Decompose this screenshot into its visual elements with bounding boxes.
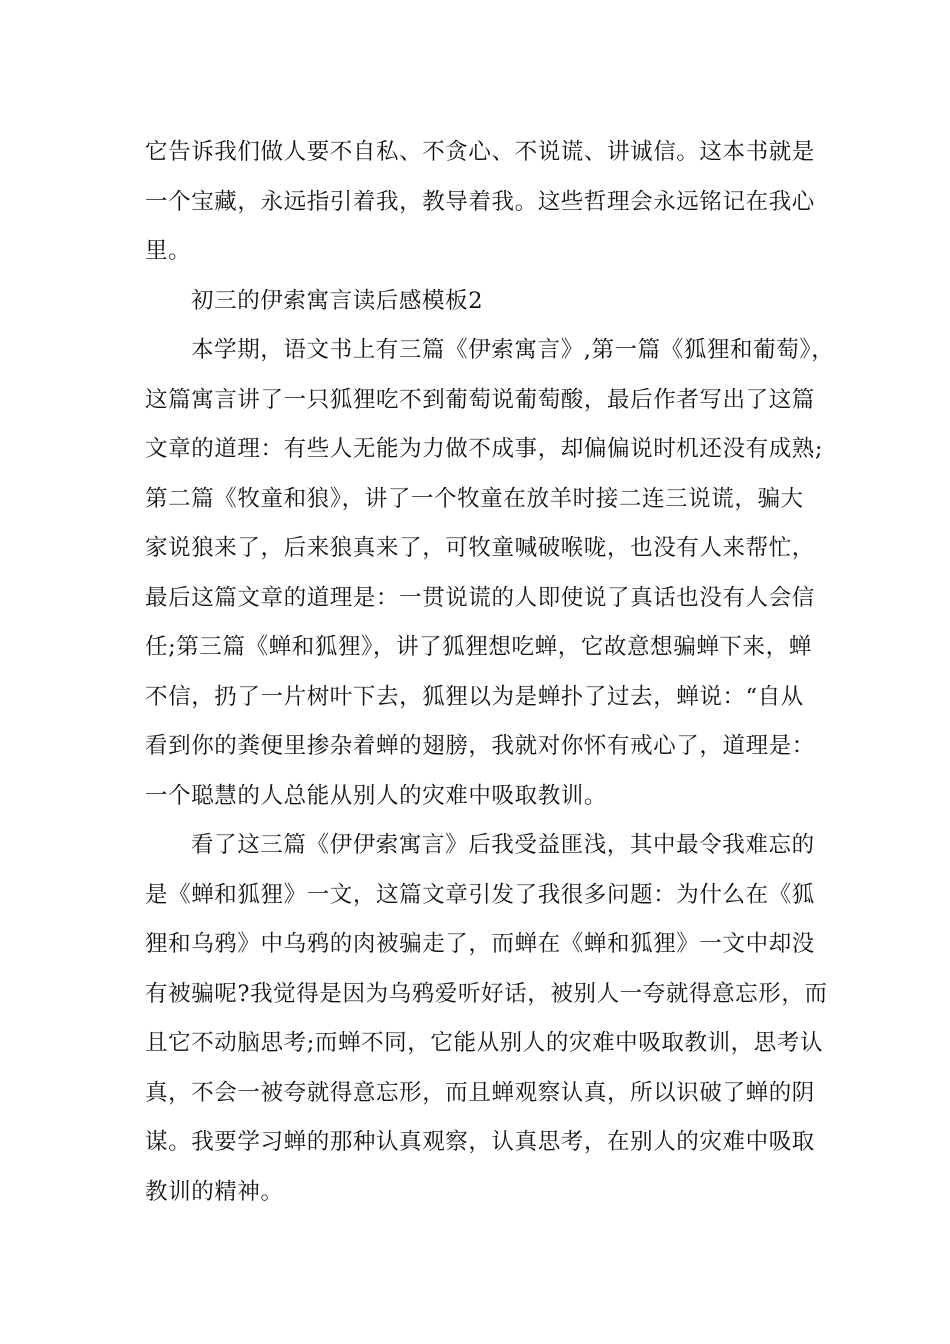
document-body [145,128,835,1217]
text-line: 一个宝藏，永远指引着我，教导着我。这些哲理会永远铭记在我心 [145,188,815,215]
text-line: 教训的精神。 [145,1178,284,1205]
text-line: 本学期，语文书上有三篇《伊索寓言》,第一篇《狐狸和葡萄》， [191,337,835,363]
text-line: 有被骗呢?我觉得是因为乌鸦爱听好话，被别人一夸就得意忘形，而 [145,980,828,1007]
text-line: 不信，扔了一片树叶下去，狐狸以为是蝉扑了过去，蝉说：“自从 [145,683,804,710]
text-line: 里。 [145,238,192,264]
text-line: 谋。我要学习蝉的那种认真观察，认真思考，在别人的灾难中吸取 [145,1129,815,1155]
text-line: 且它不动脑思考;而蝉不同，它能从别人的灾难中吸取教训，思考认 [145,1030,824,1056]
text-line: 家说狼来了，后来狼真来了，可牧童喊破喉咙，也没有人来帮忙， [145,535,815,561]
text-line: 看了这三篇《伊伊索寓言》后我受益匪浅，其中最令我难忘的 [191,832,815,858]
text-line: 最后这篇文章的道理是：一贯说谎的人即使说了真话也没有人会信 [145,584,815,611]
paragraph-2 [145,821,828,1217]
continuation-paragraph [145,128,815,277]
text-line: 第二篇《牧童和狼》，讲了一个牧童在放羊时接二连三说谎，骗大 [145,485,804,512]
text-line: 任;第三篇《蝉和狐狸》，讲了狐狸想吃蝉，它故意想骗蝉下来，蝉 [145,634,812,660]
text-line: 这篇寓言讲了一只狐狸吃不到葡萄说葡萄酸，最后作者写出了这篇 [145,386,815,413]
text-line: 一个聪慧的人总能从别人的灾难中吸取教训。 [145,782,608,809]
text-line: 是《蝉和狐狸》一文，这篇文章引发了我很多问题：为什么在《狐 [145,881,815,908]
text-line: 它告诉我们做人要不自私、不贪心、不说谎、讲诚信。这本书就是 [145,139,815,165]
paragraph-1 [145,326,835,821]
section-heading: 初三的伊索寓言读后感模板2 [191,287,484,314]
text-line: 看到你的粪便里掺杂着蝉的翅膀，我就对你怀有戒心了，道理是： [145,733,815,759]
text-line: 狸和乌鸦》中乌鸦的肉被骗走了，而蝉在《蝉和狐狸》一文中却没 [145,931,815,957]
text-line: 文章的道理：有些人无能为力做不成事，却偏偏说时机还没有成熟; [145,436,824,462]
text-line: 真，不会一被夸就得意忘形，而且蝉观察认真，所以识破了蝉的阴 [145,1079,815,1106]
